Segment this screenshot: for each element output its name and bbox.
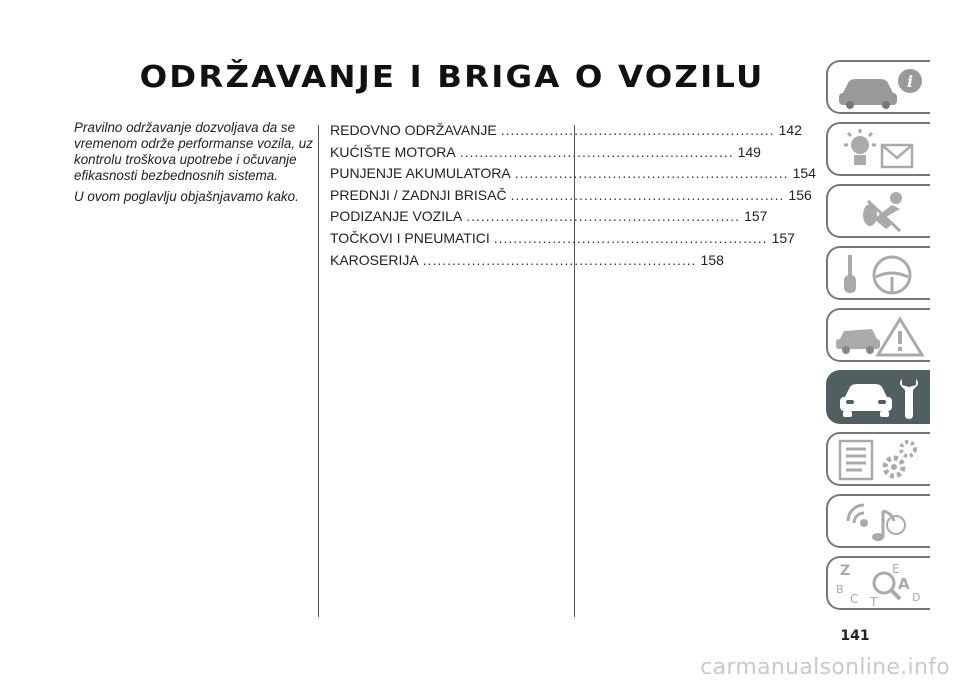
toc-label: KAROSERIJA: [330, 251, 419, 268]
toc-leader-dots: ........................................................: [466, 208, 741, 225]
toc-entry[interactable]: [330, 143, 761, 166]
toc-label: KUĆIŠTE MOTORA: [330, 143, 456, 160]
page-number: 141: [840, 628, 870, 644]
toc-entry[interactable]: [330, 229, 795, 252]
toc-entry[interactable]: [330, 251, 724, 274]
toc-page-number: 156: [788, 186, 812, 203]
toc-page-number: 157: [771, 229, 795, 246]
alphabetical-index-icon: [834, 561, 926, 607]
toc-page-number: 157: [744, 208, 768, 225]
tab-multimedia[interactable]: [826, 494, 930, 548]
car-wrench-icon: [834, 375, 926, 421]
toc-page-number: 154: [792, 165, 816, 182]
toc-page-number: 149: [737, 143, 761, 160]
svg-text:T: T: [870, 595, 878, 609]
tab-warning-lights[interactable]: [826, 122, 930, 176]
multimedia-signal-icon: [834, 499, 926, 545]
toc-leader-dots: ........................................................: [500, 122, 775, 138]
page-title: ODRŽAVANJE I BRIGA O VOZILU: [139, 60, 765, 95]
toc-entry[interactable]: [330, 208, 768, 230]
toc-label: PUNJENJE AKUMULATORA: [330, 165, 511, 182]
car-crash-warning-icon: [834, 313, 926, 359]
toc-label: TOČKOVI I PNEUMATICI: [330, 229, 490, 246]
intro-paragraph: U ovom poglavlju objašnjavamo kako.: [74, 189, 299, 204]
column-divider: [318, 125, 319, 617]
toc-entry[interactable]: [330, 186, 812, 209]
tab-maintenance[interactable]: [826, 370, 930, 424]
toc-label: REDOVNO ODRŽAVANJE: [330, 122, 497, 138]
toc-entry[interactable]: [330, 165, 816, 187]
toc-leader-dots: ........................................................: [510, 186, 785, 203]
toc-label: PODIZANJE VOZILA: [330, 208, 463, 225]
tab-vehicle-info[interactable]: [826, 60, 930, 114]
seat-airbag-icon: [834, 189, 926, 235]
svg-text:B: B: [836, 583, 844, 596]
svg-text:D: D: [912, 591, 921, 604]
svg-text:C: C: [850, 592, 859, 606]
key-steering-wheel-icon: [834, 251, 926, 297]
svg-text:E: E: [892, 562, 900, 576]
toc-leader-dots: ........................................................: [422, 251, 697, 268]
svg-text:Z: Z: [840, 563, 851, 579]
toc-leader-dots: ........................................................: [493, 229, 768, 246]
toc-label: PREDNJI / ZADNJI BRISAČ: [330, 186, 507, 203]
warning-lights-message-icon: [834, 127, 926, 173]
svg-text:A: A: [898, 575, 910, 593]
tab-safety[interactable]: [826, 184, 930, 238]
table-of-contents: [330, 122, 816, 273]
chapter-tabs: [826, 60, 936, 618]
intro-text: [74, 120, 314, 210]
tab-emergency[interactable]: [826, 308, 930, 362]
car-info-icon: [834, 65, 926, 111]
toc-entry[interactable]: [330, 122, 802, 144]
intro-paragraph: Pravilno održavanje dozvoljava da se vremenom održe performanse vozila, uz kontrolu troškova upotrebe i očuvanje efikasnosti bezbednosnih sistema.: [74, 120, 313, 183]
watermark: carmanualsonline.info: [700, 655, 950, 680]
toc-leader-dots: ........................................................: [459, 143, 734, 160]
tab-index[interactable]: [826, 556, 930, 610]
svg-text:i: i: [907, 72, 914, 91]
tab-starting-driving[interactable]: [826, 246, 930, 300]
toc-page-number: 158: [700, 251, 724, 268]
tab-technical-data[interactable]: [826, 432, 930, 486]
specs-gears-icon: [834, 437, 926, 483]
toc-leader-dots: ........................................................: [514, 165, 789, 182]
toc-page-number: 142: [778, 122, 802, 138]
